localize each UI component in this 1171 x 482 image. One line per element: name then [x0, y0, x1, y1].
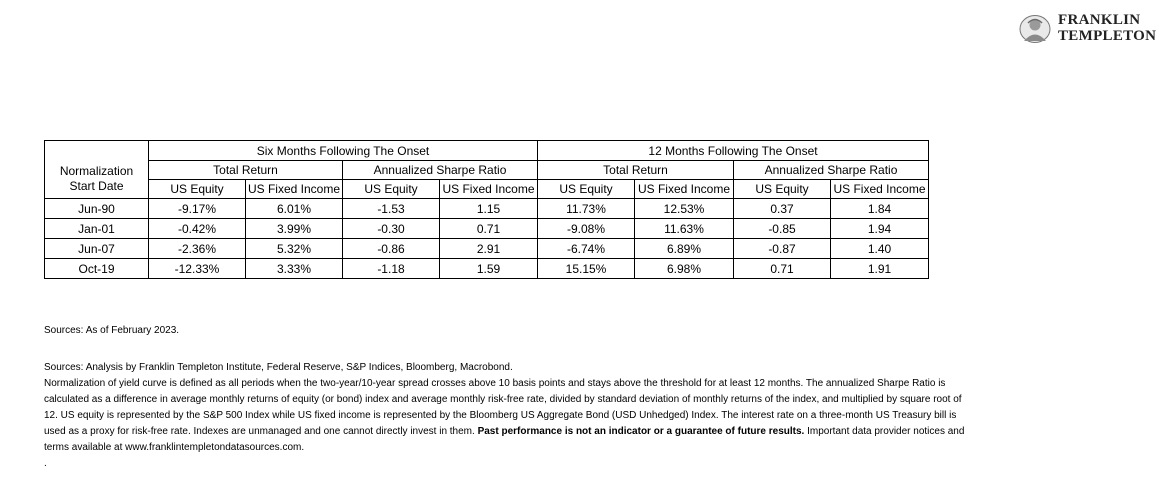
row-date: Jun-90	[45, 199, 149, 219]
sharpe-ratio-table	[44, 140, 929, 279]
franklin-medallion-icon	[1018, 14, 1052, 44]
metric-header-sharpe-12m: Annualized Sharpe Ratio	[734, 161, 929, 180]
table-cell: -0.87	[734, 239, 831, 259]
methodology-text-1: Normalization of yield curve is defined as all periods when the two-year/10-year spread crosses above 10 basis points and stays above the threshold for at least 12 months. The annualized Sharpe Ratio is calculated as a difference in average monthly returns of equity (or bond) index and average monthly risk-free rate, divided by standard deviation of monthly returns of the index, and multiplied by square root of 12. US equity is represented by the S&P 500 Index while US fixed income is represented by the Bloomberg US Aggregate Bond (USD Unhedged) Index. The interest rate on a three-month US Treasury bill is used as a proxy for risk-free rate. Indexes are unmanaged and one cannot directly invest in them.	[44, 378, 962, 437]
table-cell: -0.85	[734, 219, 831, 239]
table-cell: 0.71	[440, 219, 538, 239]
franklin-templeton-logo	[1018, 12, 1163, 46]
row-header-label-line-2: Start Date	[69, 179, 124, 194]
metric-header-total-return-6m: Total Return	[149, 161, 343, 180]
methodology-text-2: Important data provider notices and terms available at www.franklintempletondatasources.com.	[44, 426, 965, 453]
logo-line-2: TEMPLETON	[1058, 28, 1157, 44]
metric-header-sharpe-6m: Annualized Sharpe Ratio	[343, 161, 538, 180]
sub-header: US Fixed Income	[246, 180, 343, 199]
table-cell: 3.99%	[246, 219, 343, 239]
sub-header: US Equity	[734, 180, 831, 199]
table-row	[45, 239, 929, 259]
table-cell: -0.42%	[149, 219, 246, 239]
table-cell: 15.15%	[538, 259, 635, 279]
sub-header: US Fixed Income	[831, 180, 929, 199]
row-date: Oct-19	[45, 259, 149, 279]
table-cell: 3.33%	[246, 259, 343, 279]
table-row	[45, 219, 929, 239]
sub-header: US Equity	[343, 180, 440, 199]
table-row	[45, 259, 929, 279]
sources-note: Sources: Analysis by Franklin Templeton Institute, Federal Reserve, S&P Indices, Bloomberg, Macrobond.	[44, 362, 513, 373]
table-cell: 6.01%	[246, 199, 343, 219]
sub-header: US Equity	[538, 180, 635, 199]
table-cell: -0.30	[343, 219, 440, 239]
sub-header: US Fixed Income	[440, 180, 538, 199]
methodology-note	[44, 376, 974, 456]
table-cell: 0.71	[734, 259, 831, 279]
table-cell: -1.18	[343, 259, 440, 279]
logo-wordmark	[1058, 12, 1156, 44]
logo-line-1: FRANKLIN	[1058, 12, 1141, 28]
table-cell: 11.63%	[635, 219, 734, 239]
corner-cell	[45, 141, 149, 161]
as-of-note: Sources: As of February 2023.	[44, 325, 180, 336]
table-cell: 1.94	[831, 219, 929, 239]
table-cell: 1.84	[831, 199, 929, 219]
table-cell: 1.91	[831, 259, 929, 279]
sub-header: US Equity	[149, 180, 246, 199]
metric-header-total-return-12m: Total Return	[538, 161, 734, 180]
past-performance-disclaimer: Past performance is not an indicator or a guarantee of future results.	[477, 426, 805, 437]
table-cell: -1.53	[343, 199, 440, 219]
trailing-dot: .	[44, 458, 47, 469]
table-cell: 1.15	[440, 199, 538, 219]
row-header-label	[45, 161, 149, 199]
sub-header: US Fixed Income	[635, 180, 734, 199]
table-cell: 6.89%	[635, 239, 734, 259]
table-cell: -12.33%	[149, 259, 246, 279]
table-cell: -0.86	[343, 239, 440, 259]
period-header-six-months: Six Months Following The Onset	[149, 141, 538, 161]
table-cell: -9.17%	[149, 199, 246, 219]
table-cell: 2.91	[440, 239, 538, 259]
table-cell: -9.08%	[538, 219, 635, 239]
table-cell: 0.37	[734, 199, 831, 219]
table-cell: -2.36%	[149, 239, 246, 259]
table-cell: 11.73%	[538, 199, 635, 219]
table-cell: -6.74%	[538, 239, 635, 259]
table-cell: 12.53%	[635, 199, 734, 219]
table-cell: 1.59	[440, 259, 538, 279]
table-cell: 5.32%	[246, 239, 343, 259]
table-cell: 6.98%	[635, 259, 734, 279]
row-date: Jan-01	[45, 219, 149, 239]
table-row	[45, 199, 929, 219]
period-header-twelve-months: 12 Months Following The Onset	[538, 141, 929, 161]
table-cell: 1.40	[831, 239, 929, 259]
row-date: Jun-07	[45, 239, 149, 259]
row-header-label-line-1: Normalization	[59, 164, 134, 179]
